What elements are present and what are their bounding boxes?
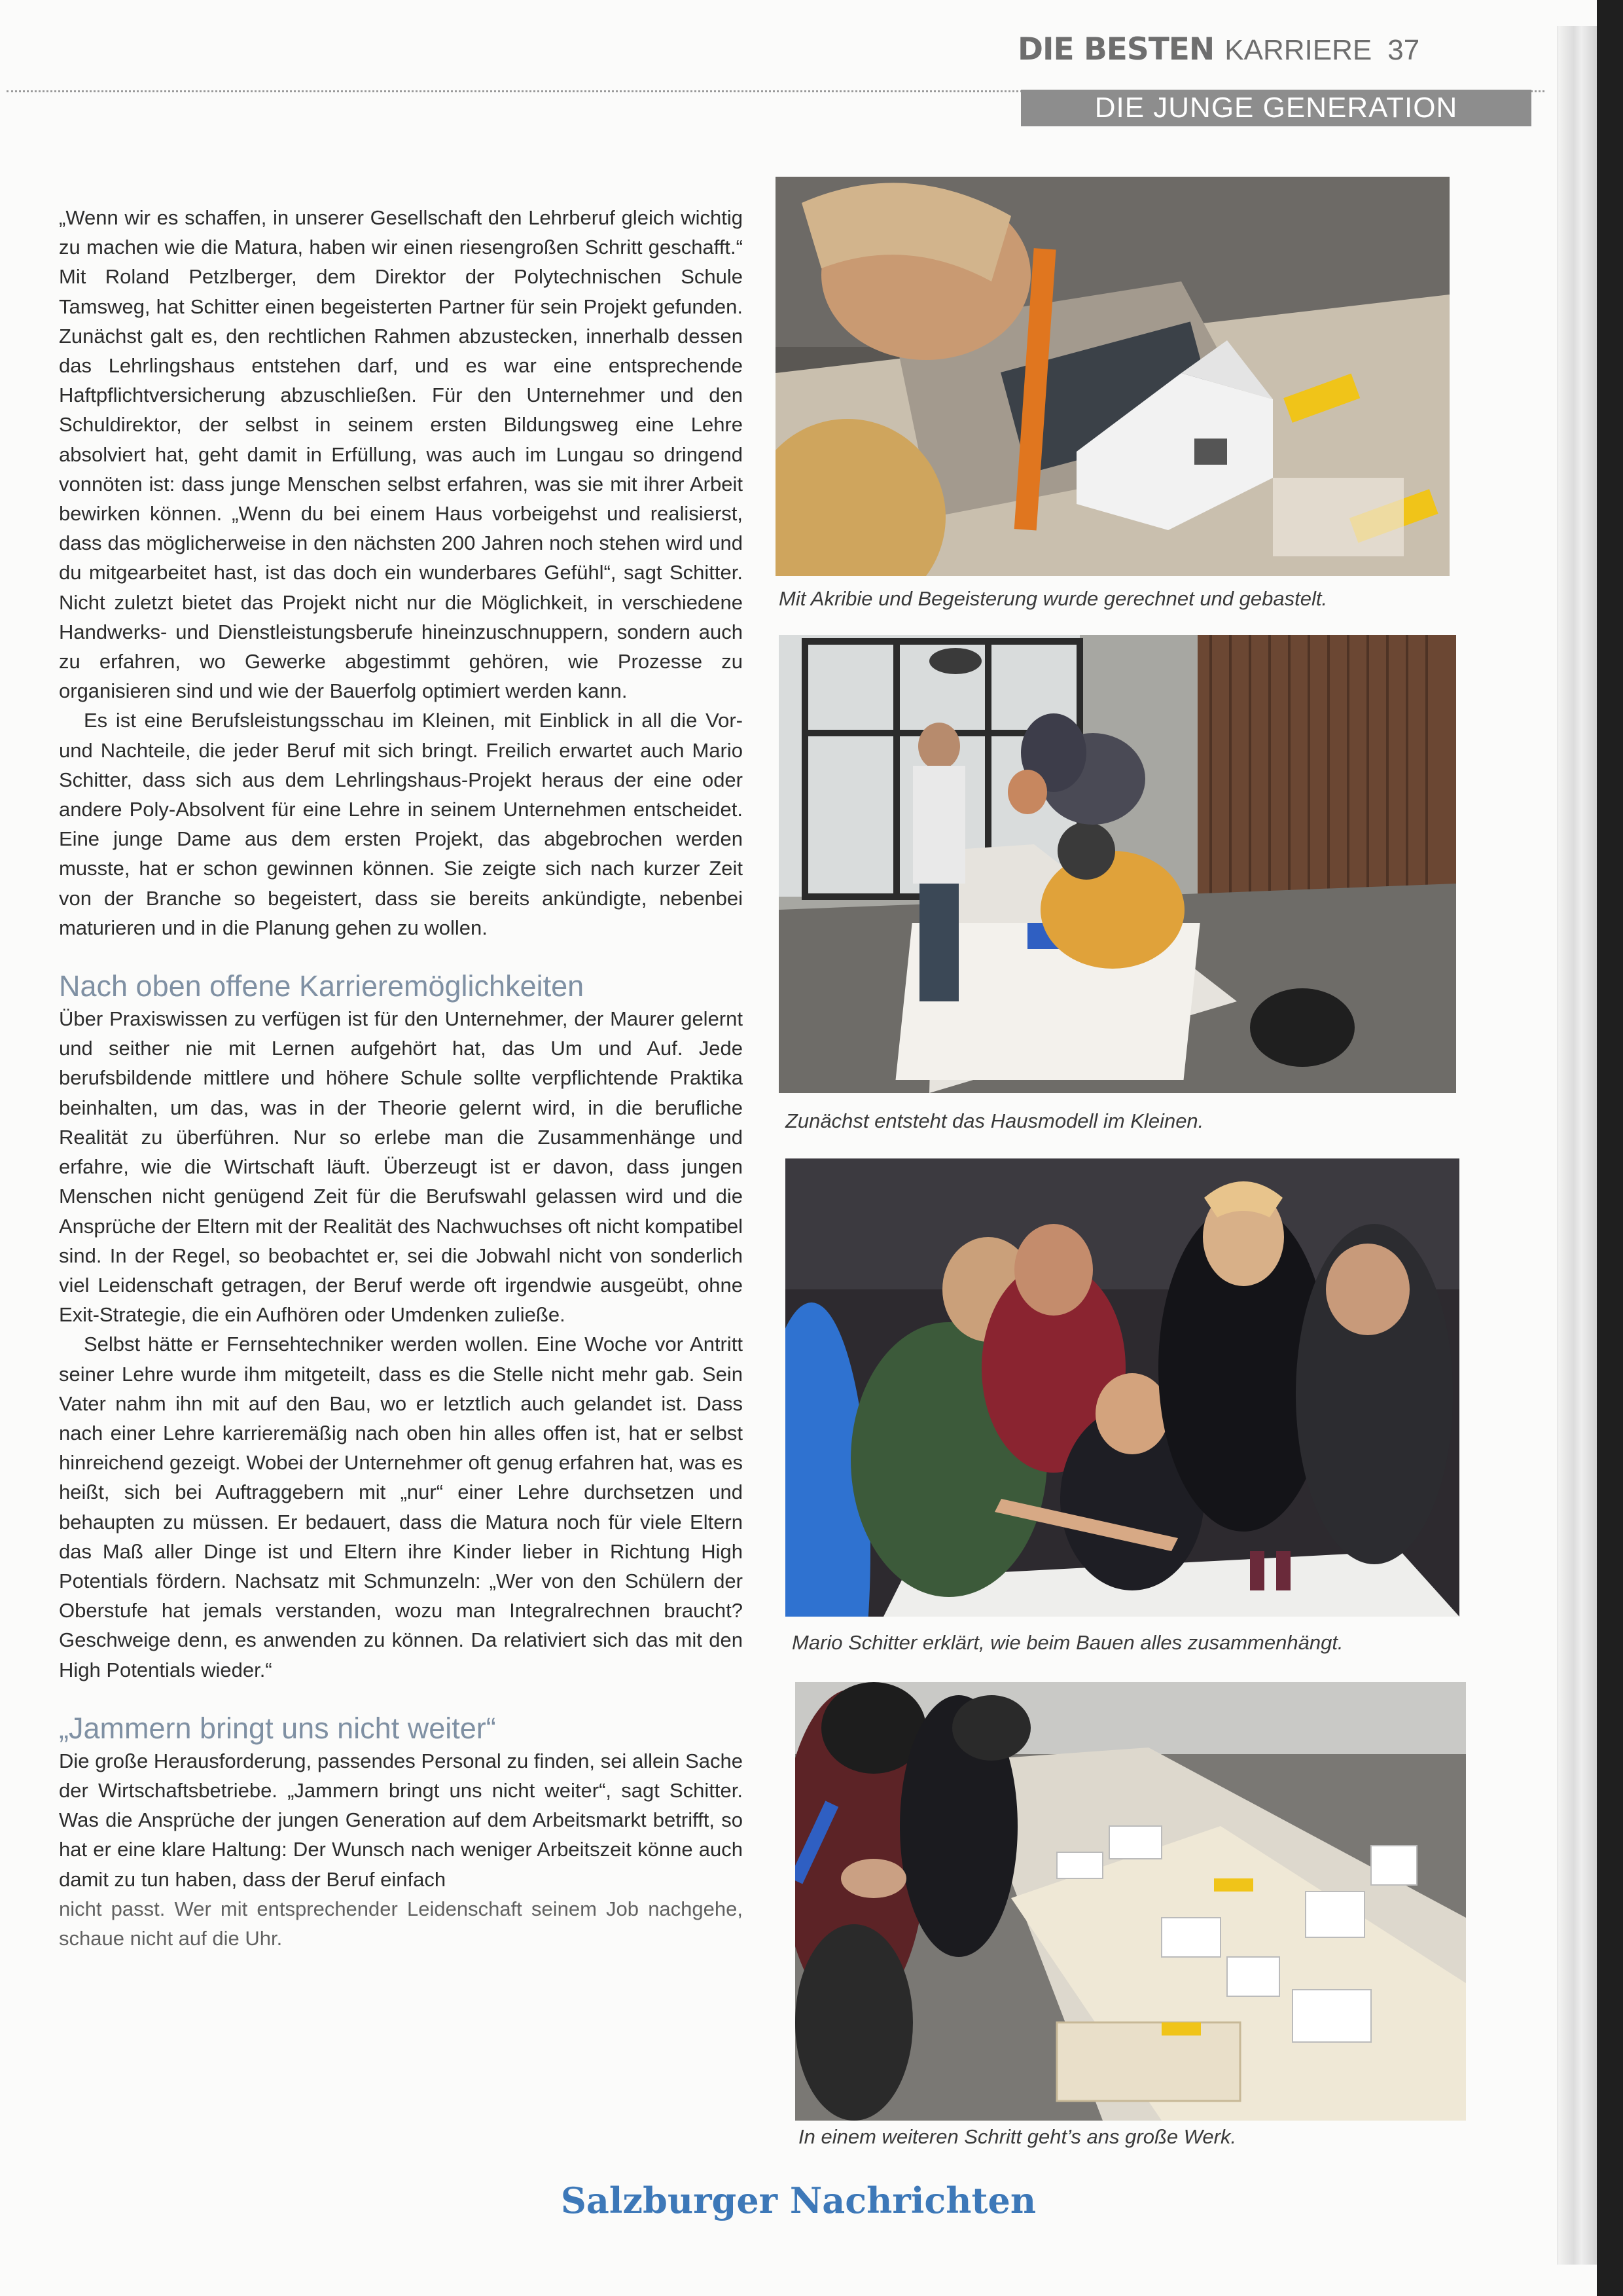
photo-caption: Mario Schitter erklärt, wie beim Bauen alles zusammenhängt. bbox=[792, 1631, 1344, 1654]
section-name: KARRIERE bbox=[1224, 34, 1372, 66]
paragraph: „Wenn wir es schaffen, in unserer Gesellschaft den Lehrberuf gleich wichtig zu machen wie die Matura, haben wir einen riesengroßen Schritt geschafft.“ Mit Roland Petzlberger, dem Direktor der Polytechnischen Schule Tamsweg, hat Schitter einen begeisterten Partner für sein Projekt gefunden. Zunächst galt es, den rechtlichen Rahmen abzustecken, innerhalb dessen das Lehrlingshaus entstehen darf, und es war eine entsprechende Haftpflichtversicherung abzuschließen. Für den Unternehmer und den Schuldirektor, der selbst in seinem ersten Bildungsweg eine Lehre absolviert hat, geht damit in Erfüllung, was auch im Lungau so dringend vonnöten ist: dass junge Menschen selbst erfahren, was sie mit ihrer Arbeit bewirken können. „Wenn du bei einem Haus vorbeigehst und realisierst, dass das möglicherweise in den nächsten 200 Jahren noch stehen wird und du mitgearbeitet hast, ist das doch ein wunderbares Gefühl“, sagt Schitter. Nicht zuletzt bietet das Projekt nicht nur die Möglichkeit, in verschiedene Handwerks- und Dienstleistungsberufe hineinzuschnuppern, sondern auch zu erfahren, wo Gewerke abgestimmt gehören, wie Prozesse zu organisieren sind und wie der Bauerfolg optimiert werden kann. bbox=[59, 206, 743, 703]
subheading: Nach oben offene Karrieremöglichkeiten bbox=[59, 969, 584, 1003]
page-header bbox=[1018, 31, 1515, 72]
paragraph: Es ist eine Berufsleistungsschau im Kleinen, mit Einblick in all die Vor- und Nachteile, die jeder Beruf mit sich bringt. Freilich erwartet auch Mario Schitter, dass sich aus dem Lehrlingshaus-Projekt heraus der eine oder andere Poly-Absolvent für eine Lehre in seinem Unternehmen entscheidet. Eine junge Dame aus dem ersten Projekt, das abgebrochen werden musste, hat er schon gewinnen können. Sie zeigte sich nach kurzer Zeit von der Branche so begeistert, dass sie bereits ankündigte, nebenbei maturieren und in die Planung gehen zu wollen. bbox=[59, 709, 743, 939]
subsection-bar: DIE JUNGE GENERATION bbox=[1021, 90, 1531, 126]
paragraph: Über Praxiswissen zu verfügen ist für den Unternehmer, der Maurer gelernt und seither nie mit Lernen aufgehört hat, das Um und Auf. Jede berufsbildende mittlere und höhere Schule sollte verpflichtende Praktika beinhalten, um das, was in der Theorie gelernt wird, in die berufliche Realität zu überführen. Nur so erlebe man die Zusammenhänge und erfahre, wie die Wirtschaft läuft. Überzeugt ist er davon, dass jungen Menschen nicht genügend Zeit für die Berufswahl gelassen wird und die Ansprüche der Eltern mit der Realität des Nachwuchses oft nicht kompatibel sind. In der Regel, so beobachtet er, sei die Jobwahl nicht von sonderlich viel Leidenschaft getragen, der Beruf werde oft irgendwie ausgeübt, ohne Exit-Strategie, die ein Aufhören oder Umdenken zuließe. bbox=[59, 1007, 743, 1327]
publisher-logo: Salzburger Nachrichten bbox=[560, 2179, 1037, 2221]
photo-caption: Mit Akribie und Begeisterung wurde gerechnet und gebastelt. bbox=[779, 587, 1328, 610]
photo-classroom bbox=[779, 635, 1456, 1093]
paragraph: Selbst hätte er Fernsehtechniker werden wollen. Eine Woche vor Antritt seiner Lehre wurde ihm mitgeteilt, dass es die Stelle nicht mehr gab. Sein Vater nahm ihn mit auf den Bau, wo er letztlich auch gelandet ist. Dass nach einer Lehre karrieremäßig nach oben hin alles offen ist, hat er selbst hinreichend gezeigt. Wobei der Unternehmer oft genug erfahren hat, was es heißt, sich bei Auftraggebern mit „nur“ einer Lehre durchsetzen und behaupten zu müssen. Er bedauert, dass die Matura noch für viele Eltern das Maß aller Dinge ist und Eltern ihre Kinder lieber in Richtung High Potentials fördern. Nachsatz mit Schmunzeln: „Wer von den Schülern der Oberstufe hat jemals verstanden, wozu man Integralrechnen braucht? Geschweige denn, es anwenden zu können. Da relativiert sich das mit den High Potentials wieder.“ bbox=[59, 1333, 743, 1681]
paragraph: Die große Herausforderung, passendes Personal zu finden, sei allein Sache der Wirtschaftsbetriebe. „Jammern bringt uns nicht weiter“, sagt Schitter. Was die Ansprüche der jungen Generation auf dem Arbeitsmarkt betrifft, so hat er eine klare Haltung: Der Wunsch nach weniger Arbeitszeit könne auch damit zu tun haben, dass der Beruf einfach bbox=[59, 1749, 743, 1891]
photo-model-building bbox=[776, 177, 1450, 576]
article-body bbox=[59, 203, 743, 1953]
paragraph-end: nicht passt. Wer mit entsprechender Leidenschaft seinem Job nachgehe, schaue nicht auf die Uhr. bbox=[59, 1897, 743, 1950]
photo-caption: Zunächst entsteht das Hausmodell im Kleinen. bbox=[785, 1109, 1204, 1132]
photo-caption: In einem weiteren Schritt geht’s ans große Werk. bbox=[798, 2125, 1237, 2148]
page-edge bbox=[1558, 26, 1597, 2265]
subheading: „Jammern bringt uns nicht weiter“ bbox=[59, 1711, 496, 1745]
magazine-brand: DIE BESTEN bbox=[1018, 31, 1215, 67]
page-number: 37 bbox=[1387, 34, 1420, 66]
photo-workshop bbox=[795, 1682, 1466, 2121]
photo-group-explanation bbox=[785, 1158, 1459, 1617]
